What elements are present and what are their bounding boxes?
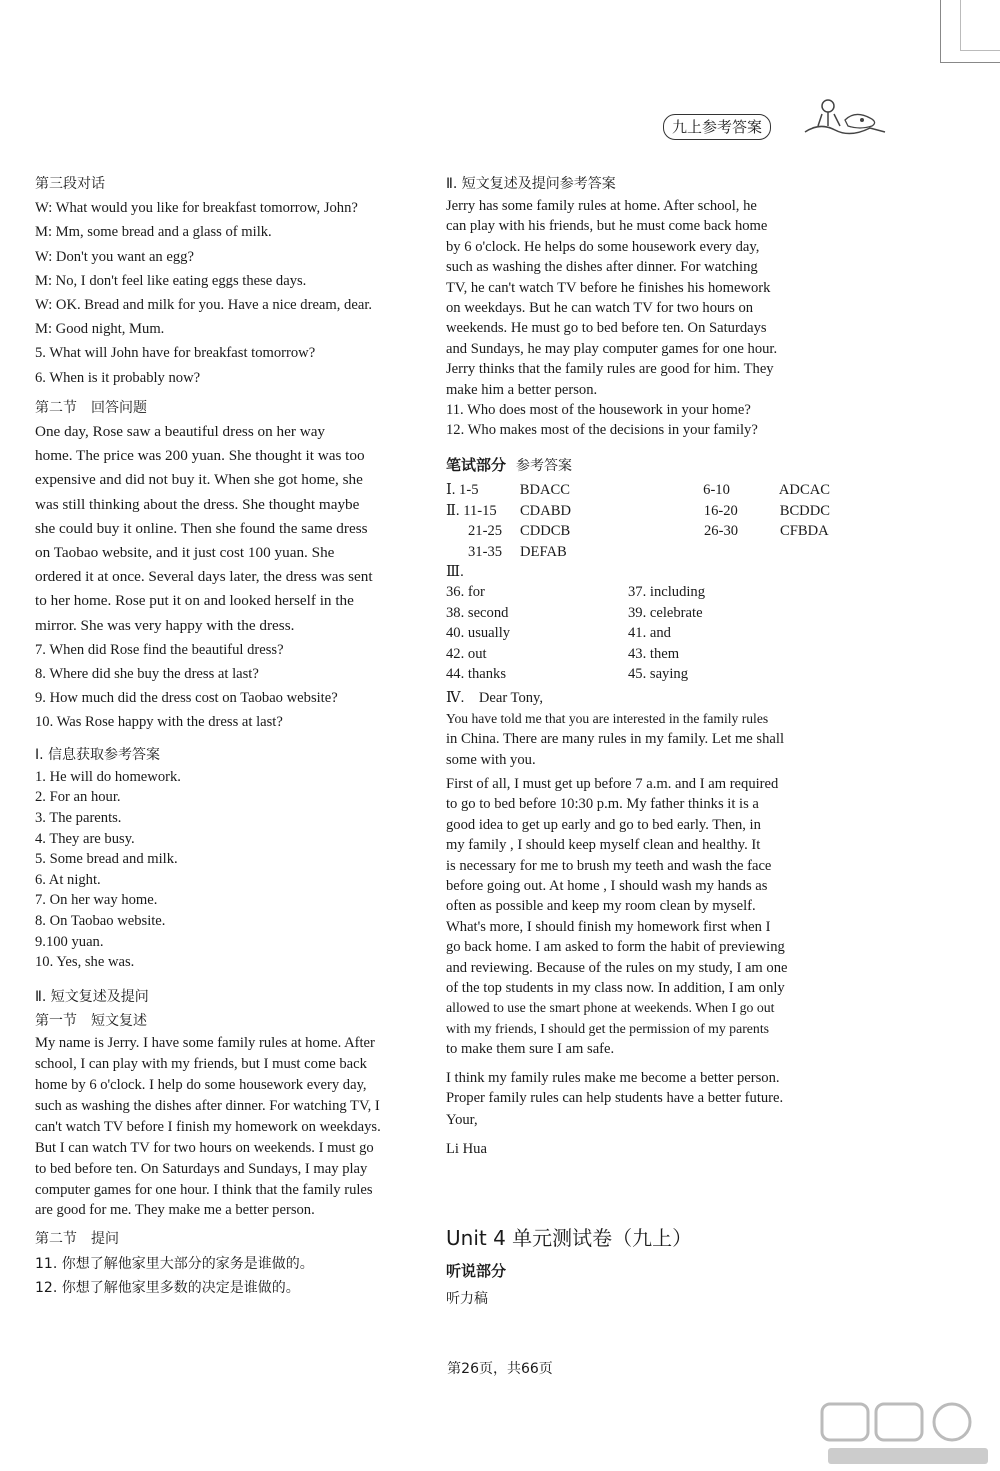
- info-answer: 4. They are busy.: [35, 830, 135, 847]
- retell-answer-line: can play with his friends, but he must come back home: [446, 218, 768, 235]
- letter-line: to make them sure I am safe.: [446, 1041, 615, 1058]
- retell-line: computer games for one hour. I think that the family rules: [35, 1181, 373, 1198]
- written-title: 笔试部分: [446, 455, 507, 474]
- mc-answers: BCDDC: [779, 502, 830, 519]
- ask-subtitle: 第二节 提问: [35, 1231, 119, 1248]
- fill-row: [446, 603, 830, 623]
- retell-title: Ⅱ. 短文复述及提问: [35, 988, 149, 1005]
- retell-line: to bed before ten. On Saturdays and Sundays, I may play: [35, 1160, 368, 1177]
- letter-line: is necessary for me to brush my teeth and wash the face: [446, 857, 772, 874]
- info-answer: 9.100 yuan.: [35, 933, 104, 950]
- written-subtitle: 参考答案: [516, 457, 573, 474]
- letter-signature: Li Hua: [446, 1140, 487, 1157]
- crop-mark: [960, 50, 1000, 51]
- mc-range: Ⅰ. 1-5: [446, 482, 479, 499]
- fill-answer: 37. including: [628, 584, 706, 601]
- info-answer: 1. He will do homework.: [35, 768, 181, 785]
- retell-answer-line: Jerry has some family rules at home. After school, he: [446, 198, 757, 214]
- letter-line: often as possible and keep my room clean by myself.: [446, 898, 756, 915]
- question-line: 6. When is it probably now?: [35, 369, 201, 386]
- letter-line: with my friends, I should get the permission of my parents: [446, 1020, 770, 1036]
- fill-answer: 38. second: [446, 604, 509, 621]
- retell-answer-line: and Sundays, he may play computer games for one hour.: [446, 340, 778, 357]
- fill-answer: 36. for: [446, 584, 485, 601]
- mc-answers: BDACC: [519, 482, 571, 499]
- info-answer: 3. The parents.: [35, 810, 122, 827]
- header-badge: 九上参考答案: [663, 114, 771, 140]
- fill-row: [446, 623, 830, 643]
- fill-row: [446, 644, 830, 664]
- question-line: 11. Who does most of the housework in your home?: [446, 402, 751, 419]
- story-line: One day, Rose saw a beautiful dress on her way: [35, 423, 326, 441]
- fill-row: [446, 582, 830, 602]
- question-line: 12. Who makes most of the decisions in your family?: [446, 422, 758, 439]
- fill-answer: 44. thanks: [446, 665, 506, 682]
- letter-line: in China. There are many rules in my family. Let me shall: [446, 731, 784, 748]
- part-3-label: Ⅲ.: [446, 563, 464, 580]
- ask-line: 11. 你想了解他家里大部分的家务是谁做的。: [35, 1255, 314, 1272]
- info-answer: 7. On her way home.: [35, 892, 158, 909]
- retell-line: But I can watch TV for two hours on weekends. I must go: [35, 1139, 374, 1156]
- mc-row: [446, 542, 830, 562]
- fill-answer: 40. usually: [446, 625, 511, 642]
- retell-answers-title: Ⅱ. 短文复述及提问参考答案: [446, 176, 616, 192]
- mc-range: 16-20: [703, 502, 738, 519]
- story-line: expensive and did not buy it. When she got home, she: [35, 471, 363, 489]
- story-paragraph: [35, 420, 416, 638]
- question-line: 10. Was Rose happy with the dress at last?: [35, 714, 283, 731]
- dialog-line: W: Don't you want an egg?: [35, 248, 194, 265]
- ask-line: 12. 你想了解他家里多数的决定是谁做的。: [35, 1279, 300, 1296]
- letter-closing: Your,: [446, 1112, 478, 1129]
- retell-line: such as washing the dishes after dinner. For watching TV, I: [35, 1097, 380, 1114]
- crop-mark: [940, 0, 941, 62]
- retell-answer-line: make him a better person.: [446, 381, 598, 398]
- fill-answer: 39. celebrate: [628, 604, 703, 621]
- retell-answer-line: TV, he can't watch TV before he finishes his homework: [446, 279, 771, 296]
- story-line: to her home. Rose put it on and looked herself in the: [35, 592, 354, 610]
- mc-row: [446, 480, 830, 500]
- mc-answers: CFBDA: [780, 523, 829, 540]
- letter-line: some with you.: [446, 751, 536, 768]
- crop-mark: [960, 0, 961, 50]
- mc-range: 6-10: [703, 482, 730, 499]
- cartoon-logo-icon: [800, 92, 890, 142]
- info-answer: 8. On Taobao website.: [35, 913, 166, 930]
- question-line: 7. When did Rose find the beautiful dress?: [35, 641, 284, 658]
- dialog-3-title: 第三段对话: [35, 176, 105, 192]
- mc-row: [446, 521, 830, 541]
- story-line: mirror. She was very happy with the dress.: [35, 616, 295, 634]
- question-line: 9. How much did the dress cost on Taobao website?: [35, 690, 338, 707]
- section-2-title: 第二节 回答问题: [35, 399, 147, 416]
- mc-answers: ADCAC: [778, 482, 830, 499]
- mc-range: 31-35: [468, 543, 503, 560]
- story-line: she could buy it online. Then she found the same dress: [35, 519, 368, 537]
- info-answer: 6. At night.: [35, 871, 101, 888]
- retell-subtitle: 第一节 短文复述: [35, 1013, 147, 1030]
- story-line: on Taobao website, and it just cost 100 yuan. She: [35, 544, 335, 562]
- mc-range: 26-30: [704, 523, 739, 540]
- retell-answer-line: Jerry thinks that the family rules are good for him. They: [446, 361, 774, 378]
- part-4-label: Ⅳ. Dear Tony,: [446, 690, 544, 707]
- mc-range: Ⅱ. 11-15: [446, 502, 497, 519]
- info-answers-title: Ⅰ. 信息获取参考答案: [35, 746, 161, 763]
- listening-script-label: 听力稿: [446, 1291, 488, 1307]
- letter-line: First of all, I must get up before 7 a.m. and I am required: [446, 775, 779, 792]
- retell-line: home by 6 o'clock. I help do some housework every day,: [35, 1077, 367, 1094]
- right-column: [446, 172, 830, 1159]
- retell-line: school, I can play with my friends, but I must come back: [35, 1056, 367, 1073]
- mc-range: 21-25: [468, 523, 503, 540]
- unit-test-title: Unit 4 单元测试卷（九上）: [446, 1226, 693, 1250]
- mc-answers: CDDCB: [520, 523, 571, 540]
- retell-answer-line: such as washing the dishes after dinner. For watching: [446, 259, 758, 276]
- info-answer: 2. For an hour.: [35, 789, 121, 806]
- letter-line: and reviewing. Because of the rules on my study, I am one: [446, 959, 788, 976]
- retell-answer-line: by 6 o'clock. He helps do some housework every day,: [446, 238, 760, 255]
- letter-line: You have told me that you are interested in the family rules: [446, 710, 769, 726]
- listening-section-title: 听说部分: [446, 1262, 507, 1280]
- left-column: [35, 172, 416, 1300]
- retell-answer-line: on weekdays. But he can watch TV for two hours on: [446, 300, 754, 317]
- letter-line: to go to bed before 10:30 p.m. My father thinks it is a: [446, 796, 759, 813]
- letter-line: of the top students in my class now. In addition, I am only: [446, 980, 785, 997]
- story-line: ordered it at once. Several days later, the dress was sent: [35, 568, 373, 586]
- fill-answer: 42. out: [446, 645, 487, 662]
- info-answer: 5. Some bread and milk.: [35, 851, 178, 868]
- question-line: 8. Where did she buy the dress at last?: [35, 666, 259, 683]
- retell-line: can't watch TV before I finish my homework on weekdays.: [35, 1118, 381, 1135]
- fill-row: [446, 664, 830, 684]
- mc-answers: DEFAB: [520, 543, 567, 560]
- letter-line: my family , I should keep myself clean and healthy. It: [446, 837, 761, 854]
- watermark-logo-icon: [818, 1400, 998, 1468]
- retell-answer-line: weekends. He must go to bed before ten. On Saturdays: [446, 320, 767, 337]
- letter-line: allowed to use the smart phone at weekends. When I go out: [446, 1000, 775, 1016]
- page-footer: 第26页，共66页: [447, 1361, 553, 1377]
- letter-line: Proper family rules can help students have a better future.: [446, 1090, 784, 1107]
- retell-line: My name is Jerry. I have some family rules at home. After: [35, 1035, 375, 1052]
- fill-answer: 41. and: [628, 625, 671, 642]
- retell-line: are good for me. They make me a better person.: [35, 1202, 315, 1219]
- dialog-line: M: Mm, some bread and a glass of milk.: [35, 224, 272, 241]
- letter-line: go back home. I am asked to form the habit of previewing: [446, 939, 785, 956]
- question-line: 5. What will John have for breakfast tomorrow?: [35, 345, 316, 362]
- dialog-line: M: Good night, Mum.: [35, 321, 165, 338]
- mc-row: [446, 501, 830, 521]
- dialog-line: W: OK. Bread and milk for you. Have a nice dream, dear.: [35, 297, 373, 314]
- dialog-line: W: What would you like for breakfast tomorrow, John?: [35, 200, 358, 217]
- letter-line: I think my family rules make me become a better person.: [446, 1069, 780, 1086]
- story-line: was still thinking about the dress. She thought maybe: [35, 495, 360, 513]
- letter-line: What's more, I should finish my homework first when I: [446, 918, 771, 935]
- crop-mark: [940, 62, 1000, 63]
- info-answer: 10. Yes, she was.: [35, 954, 135, 971]
- fill-answer: 43. them: [628, 645, 680, 662]
- letter-line: good idea to get up early and go to bed early. Then, in: [446, 816, 761, 833]
- mc-answers: CDABD: [519, 502, 572, 519]
- dialog-line: M: No, I don't feel like eating eggs these days.: [35, 272, 307, 289]
- written-part-title: [446, 455, 830, 476]
- story-line: home. The price was 200 yuan. She thought it was too: [35, 447, 365, 465]
- letter-line: before going out. At home , I should wash my hands as: [446, 878, 768, 894]
- fill-answer: 45. saying: [628, 665, 688, 682]
